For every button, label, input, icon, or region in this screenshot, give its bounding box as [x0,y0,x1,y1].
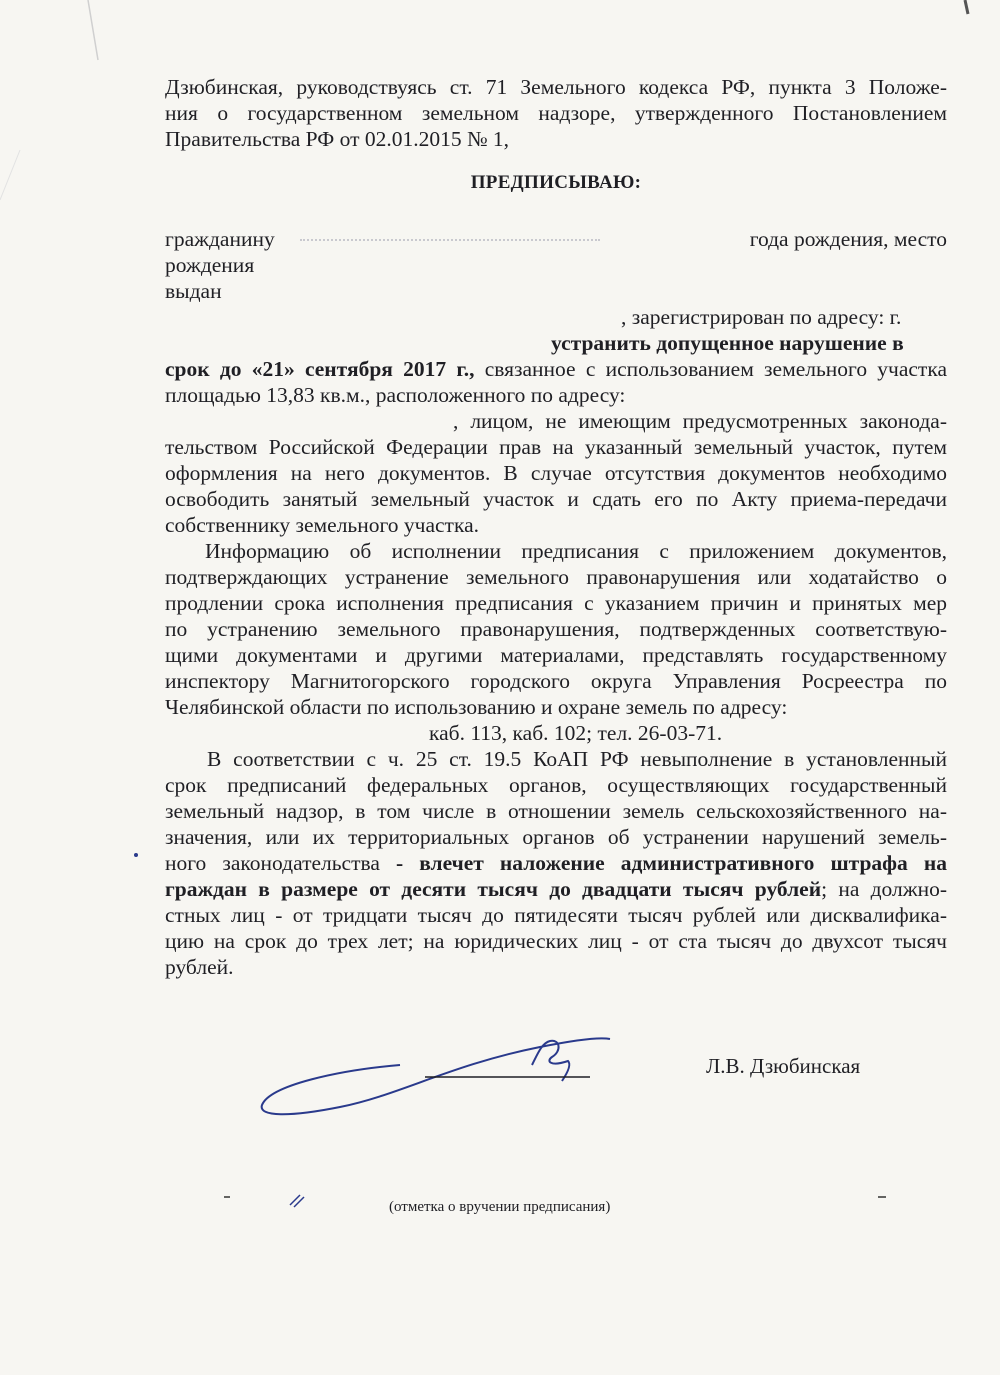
p2-line: Челябинской области по использованию и охране земель по адресу: [165,695,788,719]
intro-line: Дзюбинская, руководствуясь ст. 71 Земельного кодекса РФ, пункта 3 Положе- [165,75,947,99]
prescription-paragraph [165,226,947,538]
p1-line: собственнику земельного участка. [165,513,479,537]
intro-line: ния о государственном земельном надзоре, утвержденного Постановлением [165,101,947,125]
p2-line: Информацию об исполнении предписания с приложением документов, [205,539,947,563]
p1-citizen-label: гражданину [165,227,275,251]
p1-line [165,356,947,382]
heading-prescribe: ПРЕДПИСЫВАЮ: [470,172,642,193]
p3-line: земельный надзор, в том числе в отношении земель сельскохозяйственного на- [165,799,947,823]
info-paragraph [165,538,947,746]
p1-line [165,330,947,356]
p1-birth-year-label: года рождения, место [749,227,947,251]
p2-line: по устранению земельного правонарушения, подтвержденных соответствую- [165,617,947,641]
p3-bold-text: граждан в размере от десяти тысяч до двадцати тысяч рублей [165,877,822,901]
p1-deadline: срок до «21» сентября 2017 г., [165,357,475,381]
p1-line: тельством Российской Федерации прав на указанный земельный участок, путем [165,435,947,459]
p3-line: стных лиц - от тридцати тысяч до пятидесяти тысяч рублей или дисквалифика- [165,903,947,927]
p1-line: выдан [165,279,222,303]
p3-text: ; на должно- [821,877,947,901]
p2-line: каб. 113, каб. 102; тел. 26-03-71. [429,721,723,745]
p2-line: подтверждающих устранение земельного правонарушения или ходатайство о [165,565,947,589]
p1-line: площадью 13,83 кв.м., расположенного по адресу: [165,383,626,407]
intro-paragraph [165,74,947,152]
p3-bold-text: - влечет наложение административного штрафа на [395,851,947,875]
p1-line: , зарегистрирован по адресу: г. [621,305,902,329]
p3-text: ного законодательства [165,851,396,875]
p1-line: освободить занятый земельный участок и сдать его по Акту приема-передачи [165,487,947,511]
p3-line [165,876,947,902]
handwritten-signature [250,1025,650,1125]
p1-line: оформления на него документов. В случае отсутствия документов необходимо [165,461,947,485]
signatory-name: Л.В. Дзюбинская [706,1054,861,1078]
p1-bold-text: устранить допущенное нарушение в [551,331,904,355]
p2-line: продлении срока исполнения предписания с указанием причин и принятых мер [165,591,947,615]
p2-line: инспектору Магнитогорского городского округа Управления Росреестра по [165,669,947,693]
p3-line: цию на срок до трех лет; на юридических лиц - от ста тысяч до двухсот тысяч [165,929,947,953]
p1-line: рождения [165,253,255,277]
p3-line: рублей. [165,955,234,979]
redacted-smudge [300,239,600,244]
p3-line [165,850,947,876]
p1-line: , лицом, не имеющим предусмотренных законода- [453,409,947,433]
delivery-caption: (отметка о вручении предписания) [389,1199,611,1215]
p3-line: срок предписаний федеральных органов, осуществляющих государственный [165,773,947,797]
liability-paragraph [165,746,947,980]
p3-line: В соответствии с ч. 25 ст. 19.5 КоАП РФ невыполнение в установленный [207,747,947,771]
p1-line [165,226,947,252]
p3-line: значения, или их территориальных органов об устранении нарушений земель- [165,825,947,849]
intro-line: Правительства РФ от 02.01.2015 № 1, [165,127,509,151]
p1-text: связанное с использованием земельного участка [474,357,947,381]
p2-line: щими документами и другими материалами, представлять государственному [165,643,947,667]
